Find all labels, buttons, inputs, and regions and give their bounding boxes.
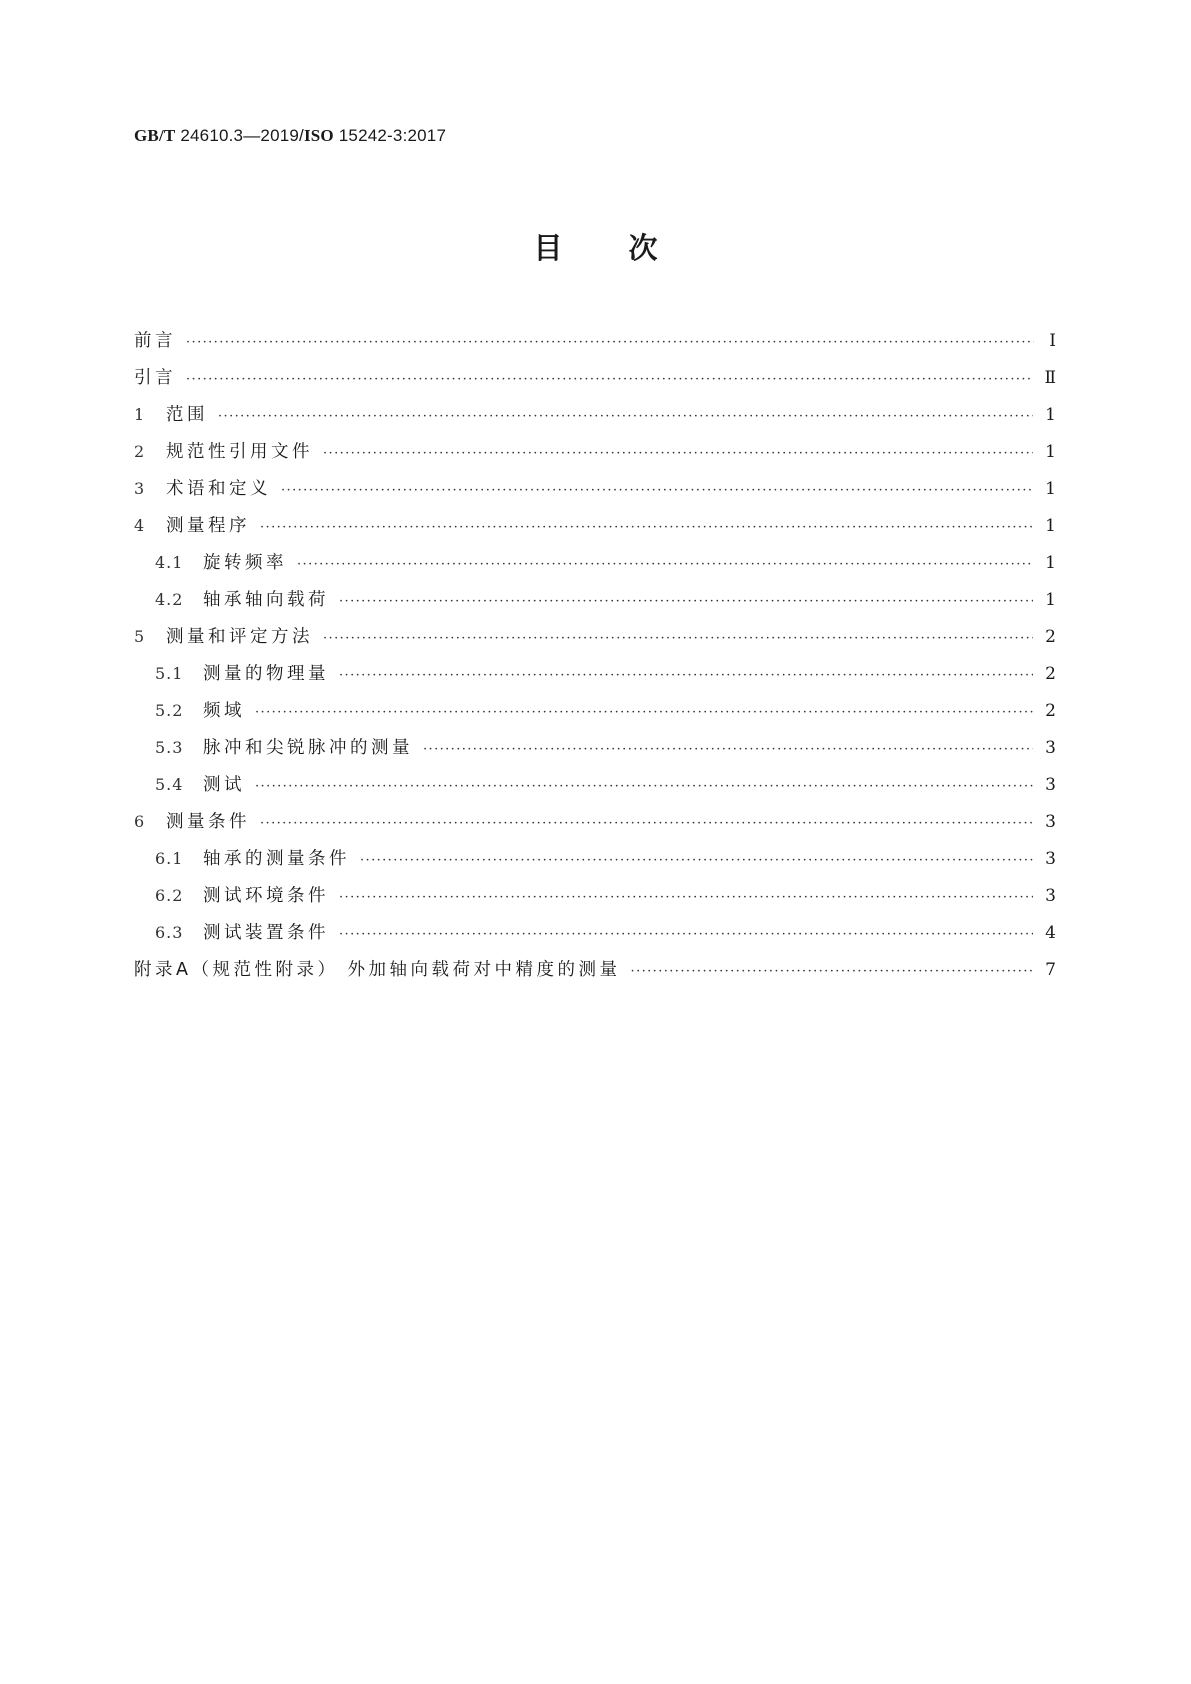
toc-entry[interactable] <box>134 401 1056 438</box>
toc-entry[interactable] <box>134 808 1056 845</box>
toc-entry-page-number: 1 <box>1045 479 1056 499</box>
toc-entry-page-number: 3 <box>1045 812 1056 832</box>
toc-entry-number: 5.2 <box>155 701 184 720</box>
toc-entry-label: 引言 <box>134 368 176 388</box>
toc-entry-number: 5 <box>134 627 146 646</box>
toc-entry-label: 附录A（规范性附录） 外加轴向载荷对中精度的测量 <box>134 960 621 980</box>
dot-leader <box>323 447 1033 460</box>
dot-leader <box>255 780 1033 793</box>
toc-entry[interactable] <box>134 956 1056 993</box>
toc-entry[interactable] <box>134 475 1056 512</box>
dot-leader <box>339 595 1033 608</box>
page-title: 目次 <box>533 231 724 265</box>
toc-entry-label: 测量程序 <box>166 516 250 536</box>
dot-leader <box>297 558 1033 571</box>
toc-entry[interactable] <box>134 771 1056 808</box>
toc-entry-label: 测试环境条件 <box>203 886 329 906</box>
dot-leader <box>255 706 1033 719</box>
toc-entry-number: 6.1 <box>155 849 184 868</box>
toc-entry[interactable] <box>134 586 1056 623</box>
toc-entry-label: 测试装置条件 <box>203 923 329 943</box>
dot-leader <box>339 928 1033 941</box>
iso-prefix: ISO <box>303 126 334 145</box>
toc-entry[interactable] <box>134 882 1056 919</box>
toc-entry[interactable] <box>134 364 1056 401</box>
toc-entry-number: 5.1 <box>155 664 184 683</box>
toc-entry-number: 6.2 <box>155 886 184 905</box>
toc-entry-page-number: 1 <box>1045 405 1056 425</box>
toc-entry-number: 6.3 <box>155 923 184 942</box>
dot-leader <box>339 669 1033 682</box>
toc-entry-label: 轴承轴向载荷 <box>203 590 329 610</box>
toc-entry-label: 前言 <box>134 331 176 351</box>
toc-entry-page-number: 2 <box>1045 701 1056 721</box>
toc-entry-page-number: 7 <box>1045 960 1056 980</box>
toc-entry-label: 测量的物理量 <box>203 664 329 684</box>
toc-entry-label: 脉冲和尖锐脉冲的测量 <box>203 738 413 758</box>
dot-leader <box>260 817 1033 830</box>
dot-leader <box>631 965 1034 978</box>
toc-entry-page-number: 1 <box>1045 590 1056 610</box>
toc-entry-page-number: 4 <box>1045 923 1056 943</box>
toc-entry-number: 5.4 <box>155 775 184 794</box>
toc-entry[interactable] <box>134 919 1056 956</box>
toc-entry[interactable] <box>134 327 1056 364</box>
toc-entry-label: 术语和定义 <box>166 479 271 499</box>
toc-entry[interactable] <box>134 734 1056 771</box>
toc-entry-label: 测试 <box>203 775 245 795</box>
toc-entry-page-number: 1 <box>1045 442 1056 462</box>
toc-entry-page-number: 3 <box>1045 886 1056 906</box>
toc-entry-page-number: 3 <box>1045 775 1056 795</box>
dot-leader <box>423 743 1033 756</box>
toc-entry-page-number: 2 <box>1045 627 1056 647</box>
toc-entry-label: 旋转频率 <box>203 553 287 573</box>
dot-leader <box>339 891 1033 904</box>
toc-entry-page-number: 3 <box>1045 849 1056 869</box>
table-of-contents <box>134 327 1056 993</box>
toc-entry-label: 规范性引用文件 <box>166 442 313 462</box>
toc-entry-label: 测量条件 <box>166 812 250 832</box>
toc-entry-page-number: 1 <box>1045 516 1056 536</box>
toc-entry-label: 频域 <box>203 701 245 721</box>
dot-leader <box>186 373 1032 386</box>
toc-entry-number: 4 <box>134 516 146 535</box>
toc-entry-number: 6 <box>134 812 146 831</box>
toc-entry[interactable] <box>134 660 1056 697</box>
toc-entry-label: 范围 <box>166 405 208 425</box>
iso-number: 15242-3:2017 <box>333 126 447 145</box>
dot-leader <box>323 632 1033 645</box>
dot-leader <box>281 484 1033 497</box>
toc-entry[interactable] <box>134 623 1056 660</box>
toc-entry[interactable] <box>134 512 1056 549</box>
toc-entry-page-number: 1 <box>1045 553 1056 573</box>
dot-leader <box>260 521 1033 534</box>
toc-entry-number: 4.1 <box>155 553 184 572</box>
toc-entry-page-number: Ⅰ <box>1049 331 1056 351</box>
dot-leader <box>218 410 1033 423</box>
toc-entry[interactable] <box>134 845 1056 882</box>
toc-entry[interactable] <box>134 549 1056 586</box>
toc-entry-number: 5.3 <box>155 738 184 757</box>
toc-entry[interactable] <box>134 438 1056 475</box>
toc-entry-label: 轴承的测量条件 <box>203 849 350 869</box>
toc-entry-page-number: Ⅱ <box>1044 368 1056 388</box>
standard-number-header <box>134 126 446 146</box>
toc-entry[interactable] <box>134 697 1056 734</box>
toc-entry-label: 测量和评定方法 <box>166 627 313 647</box>
toc-entry-page-number: 2 <box>1045 664 1056 684</box>
toc-entry-number: 3 <box>134 479 146 498</box>
gb-prefix: GB/T <box>134 126 176 145</box>
dot-leader <box>360 854 1033 867</box>
toc-entry-number: 1 <box>134 405 146 424</box>
toc-entry-number: 4.2 <box>155 590 184 609</box>
toc-entry-number: 2 <box>134 442 146 461</box>
gb-number: 24610.3—2019/ <box>175 126 304 145</box>
dot-leader <box>186 336 1034 349</box>
toc-entry-page-number: 3 <box>1045 738 1056 758</box>
